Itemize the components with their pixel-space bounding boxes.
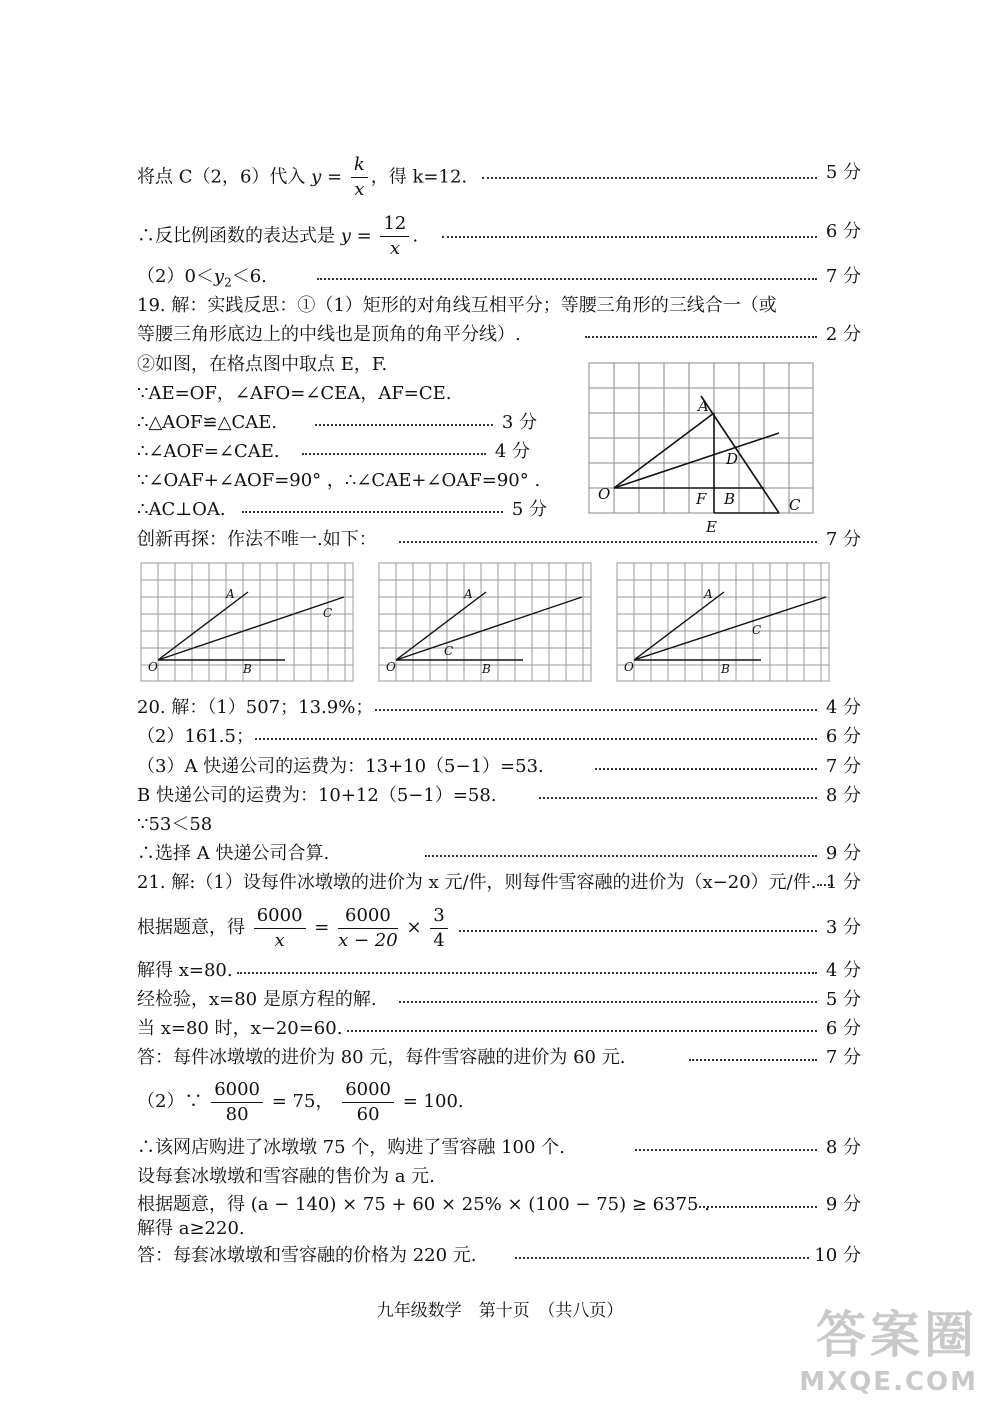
answer-text: ∵53＜58 — [137, 814, 213, 835]
leader-dots — [539, 797, 817, 799]
answer-text: 设每套冰墩墩和雪容融的售价为 a 元. — [137, 1166, 435, 1187]
leader-dots — [595, 768, 817, 770]
answer-line-15 — [137, 752, 861, 782]
answer-text: ∵∠OAF+∠AOF=90° ，∴∠CAE+∠OAF=90° . — [137, 470, 541, 491]
answer-text: ∴选择 A 快递公司合算. — [137, 843, 330, 864]
answer-line-16 — [137, 781, 861, 811]
leader-dots — [317, 278, 817, 280]
page-footer: 九年级数学 第十页 （共八页） — [376, 1301, 624, 1321]
score: 7 分 — [825, 529, 861, 550]
math-expression: = 100. — [402, 1091, 464, 1112]
label-C: C — [323, 606, 333, 620]
label-A: A — [704, 587, 713, 601]
answer-text: 21. 解:（1）设每件冰墩墩的进价为 x 元/件，则每件雪容融的进价为（x−20）元/件. — [137, 872, 817, 893]
lattice-figure-2-svg — [378, 562, 593, 684]
label-A: A — [698, 397, 709, 415]
answer-line-24 — [137, 1043, 861, 1073]
leader-dots — [585, 336, 817, 338]
answer-text: ∴AC⊥OA. — [137, 499, 226, 520]
answer-text: ∴∠AOF=∠CAE. — [137, 441, 280, 462]
answer-text: B 快递公司的运费为：10+12（5−1）=58. — [137, 785, 497, 806]
answer-text: ＜6. — [231, 266, 267, 287]
leader-dots — [459, 930, 817, 932]
leader-dots — [255, 738, 817, 740]
answer-line-9 — [137, 437, 530, 467]
watermark — [799, 1295, 978, 1397]
answer-text: ，得 k=12. — [370, 166, 468, 188]
answer-text: （2）∵ — [137, 1091, 209, 1112]
label-B: B — [482, 662, 491, 676]
answer-text: ∴△AOF≌△CAE. — [137, 412, 278, 433]
score: 9 分 — [825, 1194, 861, 1215]
math-equals: = — [327, 166, 343, 188]
math-y: y — [340, 225, 351, 247]
lattice-figure-1-svg — [140, 562, 355, 684]
answer-line-3 — [137, 262, 861, 292]
math-expression: = 75， — [271, 1091, 334, 1112]
lattice-figure-1 — [140, 562, 355, 684]
score: 5 分 — [511, 499, 547, 520]
label-C: C — [789, 496, 801, 514]
score: 6 分 — [825, 1018, 861, 1039]
leader-dots — [425, 855, 817, 857]
math-inequality: (a − 140) × 75 + 60 × 25% × (100 − 75) ≥ 6375 . — [250, 1194, 710, 1215]
label-B: B — [724, 490, 736, 508]
fraction-6000-over-60: $\frac{6000}{60}$ — [342, 1078, 394, 1127]
answer-text: 根据题意，得 — [137, 1194, 251, 1215]
score: 7 分 — [825, 1047, 861, 1068]
fraction-3-over-4: $\frac{3}{4}$ — [430, 904, 447, 953]
lattice-figure-2 — [378, 562, 593, 684]
score: 10 分 — [814, 1245, 861, 1266]
answer-line-19 — [137, 868, 861, 898]
answer-text: 当 x=80 时，x−20=60. — [137, 1018, 343, 1039]
answer-line-14 — [137, 722, 861, 752]
answer-text: （2）0＜ — [137, 266, 214, 287]
leader-dots — [242, 511, 503, 513]
answer-line-26 — [137, 1133, 861, 1163]
score: 3 分 — [825, 917, 861, 938]
answer-text: 将点 C（2，6）代入 — [137, 166, 312, 188]
answer-text: 根据题意，得 — [137, 917, 251, 938]
label-B: B — [721, 662, 730, 676]
score: 1 分 — [825, 872, 861, 893]
answer-line-8 — [137, 408, 537, 438]
leader-dots — [315, 424, 493, 426]
answer-line-2 — [137, 212, 861, 259]
answer-text: 20. 解：（1）507；13.9%； — [137, 697, 374, 718]
math-times: × — [406, 917, 422, 938]
math-y: y — [213, 266, 225, 287]
label-A: A — [464, 587, 473, 601]
answer-text: 19. 解：实践反思：①（1）矩形的对角线互相平分；等腰三角形的三线合一（或 — [137, 295, 777, 316]
label-A: A — [226, 587, 235, 601]
score: 3 分 — [501, 412, 537, 433]
leader-dots — [302, 453, 486, 455]
fraction-12-over-x: $\frac{12}{x}$ — [380, 212, 409, 261]
score: 5 分 — [825, 989, 861, 1010]
lattice-figure-3 — [616, 562, 831, 684]
score: 6 分 — [825, 221, 861, 242]
label-D: D — [726, 450, 739, 468]
label-E: E — [706, 518, 717, 536]
leader-dots — [689, 1059, 817, 1061]
label-F: F — [696, 490, 707, 508]
leader-dots — [399, 541, 817, 543]
leader-dots — [695, 1206, 817, 1208]
answer-line-5 — [137, 320, 861, 350]
answer-line-29 — [137, 1214, 861, 1244]
answer-text: 等腰三角形底边上的中线也是顶角的角平分线）. — [137, 324, 521, 345]
lattice-figure-main-svg — [586, 360, 816, 540]
answer-text: （3）A 快递公司的运费为：13+10（5−1）=53. — [137, 756, 544, 777]
answer-line-18 — [137, 839, 861, 869]
answer-line-20 — [137, 900, 861, 956]
math-subscript: 2 — [224, 275, 232, 290]
answer-text: 创新再探：作法不唯一.如下： — [137, 529, 377, 550]
label-O: O — [624, 660, 634, 674]
math-equals: = — [314, 917, 330, 938]
answer-line-30 — [137, 1241, 861, 1271]
answer-text: ②如图，在格点图中取点 E，F. — [137, 354, 388, 375]
answer-text: ∴该网店购进了冰墩墩 75 个，购进了雪容融 100 个. — [137, 1137, 565, 1158]
leader-dots — [515, 1257, 809, 1259]
fraction-6000-over-x: $\frac{6000}{x}$ — [254, 904, 306, 953]
fraction-6000-over-x-minus-20: $\frac{6000}{x - 20}$ — [338, 904, 398, 951]
lattice-figure-3-svg — [616, 562, 831, 684]
score: 2 分 — [825, 324, 861, 345]
label-O: O — [148, 660, 158, 674]
math-y: y — [311, 166, 322, 188]
fraction-k-over-x: $\frac{k}{x}$ — [351, 153, 368, 202]
math-equals: = — [356, 225, 372, 247]
answer-line-22 — [137, 985, 861, 1015]
label-B: B — [243, 662, 252, 676]
watermark-logo-text: 答案圈 — [816, 1306, 978, 1364]
answer-line-4 — [137, 291, 861, 321]
answer-text: ∵AE=OF，∠AFO=∠CEA，AF=CE. — [137, 383, 452, 404]
leader-dots — [442, 236, 817, 238]
leader-dots — [375, 709, 817, 711]
answer-line-21 — [137, 956, 861, 986]
score: 7 分 — [825, 266, 861, 287]
answer-text: 解得 x=80. — [137, 960, 233, 981]
answer-text: 经检验，x=80 是原方程的解. — [137, 989, 377, 1010]
leader-dots — [482, 177, 817, 179]
answer-text: （2）161.5； — [137, 726, 254, 747]
answer-text: ∴反比例函数的表达式是 — [137, 225, 341, 247]
score: 6 分 — [825, 726, 861, 747]
score: 8 分 — [825, 1137, 861, 1158]
watermark-site-text: MXQE.COM — [799, 1367, 978, 1397]
score: 9 分 — [825, 843, 861, 864]
leader-dots — [237, 972, 817, 974]
score: 5 分 — [825, 162, 861, 183]
lattice-figure-main — [586, 360, 816, 540]
fraction-6000-over-80: $\frac{6000}{80}$ — [211, 1078, 263, 1127]
score: 4 分 — [825, 697, 861, 718]
answer-line-10 — [137, 466, 577, 496]
label-C: C — [444, 644, 454, 658]
score: 4 分 — [494, 441, 530, 462]
answer-line-23 — [137, 1014, 861, 1044]
answer-text: 答：每套冰墩墩和雪容融的价格为 220 元. — [137, 1245, 477, 1266]
leader-dots — [635, 1149, 817, 1151]
answer-line-1 — [137, 153, 861, 200]
leader-dots — [399, 1001, 817, 1003]
score: 7 分 — [825, 756, 861, 777]
score: 4 分 — [825, 960, 861, 981]
answer-text: . — [412, 225, 419, 247]
label-C: C — [752, 623, 762, 637]
label-O: O — [598, 485, 611, 503]
leader-dots — [347, 1030, 817, 1032]
answer-line-25 — [137, 1074, 861, 1130]
score: 8 分 — [825, 785, 861, 806]
answer-text: 解得 a≥220. — [137, 1218, 245, 1239]
answer-text: 答：每件冰墩墩的进价为 80 元，每件雪容融的进价为 60 元. — [137, 1047, 626, 1068]
answer-line-11 — [137, 495, 547, 525]
label-O: O — [386, 660, 396, 674]
answer-line-13 — [137, 693, 861, 723]
answer-line-17 — [137, 810, 861, 840]
